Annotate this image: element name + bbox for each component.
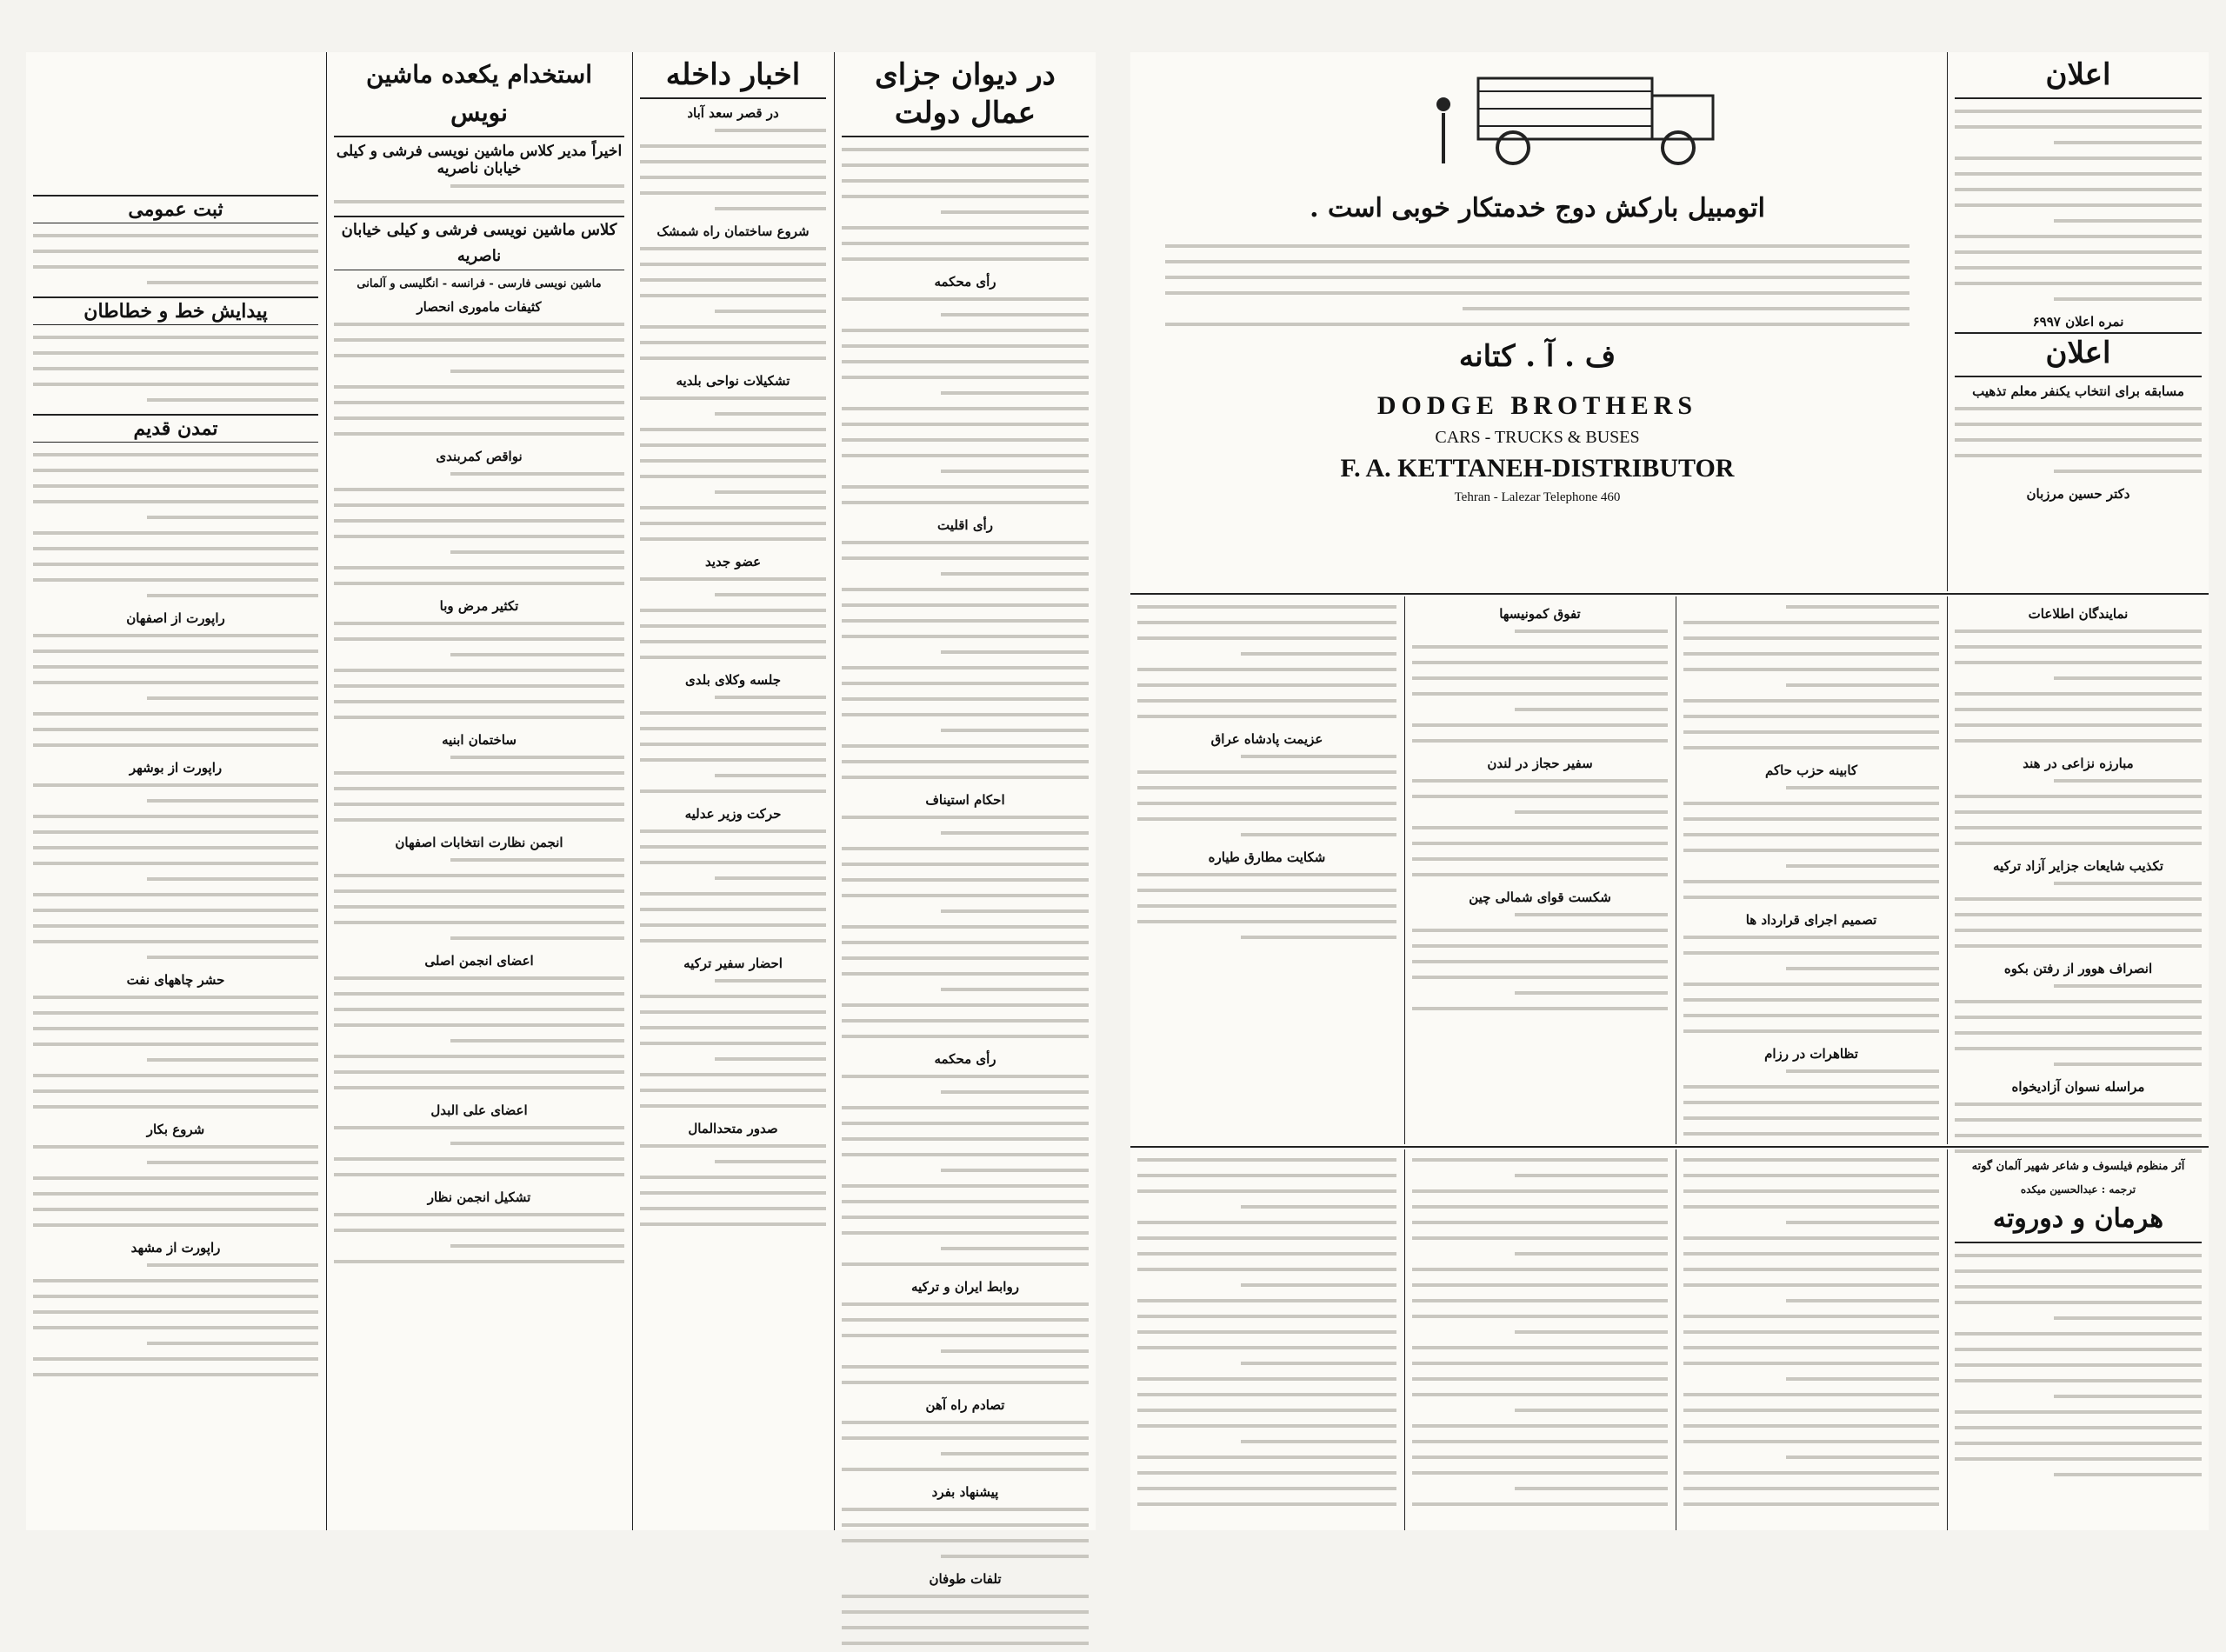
- article-title: در قصر سعد آباد: [687, 105, 779, 121]
- article-title: اعضای علی البدل: [430, 1102, 528, 1118]
- ad-registration-title: ثبت عمومی: [33, 195, 318, 223]
- right-newspaper-page: [1130, 52, 2209, 1530]
- truck-illustration-icon: [1426, 61, 1739, 174]
- headline-court: در دیوان جزای عمال دولت: [842, 56, 1089, 137]
- dodge-ad-slogan: اتومبیل بارکش دوج خدمتکار خوبی است .: [1310, 193, 1765, 223]
- foreign-news-col1: [1948, 596, 2209, 1144]
- serial-header: آثر منظوم فیلسوف و شاعر شهیر آلمان گوته: [1971, 1160, 2185, 1173]
- article-title: راپورت از بوشهر: [129, 760, 223, 776]
- article-title: رأی محکمه: [934, 274, 996, 290]
- article-title: حشر چاههای نفت: [126, 972, 225, 988]
- column-ads-and-news: [327, 52, 631, 1530]
- article-title: کابینه حزب حاکم: [1764, 763, 1858, 778]
- article-title: تصادم راه آهن: [925, 1397, 1005, 1413]
- column-divider: [632, 52, 633, 1530]
- dodge-ad-address: Tehran - Lalezar Telephone 460: [1454, 490, 1621, 504]
- article-title: شروع ساختمان راه شمشک: [656, 223, 810, 239]
- ad-typist-hiring-title: استخدام یکعده ماشین نویس: [334, 56, 624, 137]
- notice1-title: اعلان: [1955, 56, 2202, 99]
- article-title: نمایندگان اطلاعات: [2028, 606, 2129, 622]
- column-divider: [326, 52, 327, 1530]
- dodge-ad-dealer: F. A. KETTANEH-DISTRIBUTOR: [1340, 454, 1735, 483]
- article-body: [842, 143, 1089, 268]
- article-title: صدور متحدالمال: [688, 1121, 778, 1136]
- serial-story-column: [1676, 1149, 1946, 1530]
- section-divider: [1130, 593, 2209, 595]
- article-title: تشکیلات نواحی بلدیه: [676, 373, 790, 389]
- article-title: راپورت از مشهد: [130, 1240, 221, 1256]
- article-title: رأی اقلیت: [937, 517, 993, 533]
- article-title: تصمیم اجرای قرارداد ها: [1745, 912, 1877, 928]
- article-title: مبارزه نزاعی در هند: [2023, 756, 2134, 771]
- dodge-ad-products: CARS - TRUCKS & BUSES: [1435, 428, 1640, 447]
- column-divider: [834, 52, 835, 1530]
- article-title: روابط ایران و ترکیه: [911, 1279, 1019, 1295]
- column-domestic-news: [633, 52, 833, 1530]
- article-title: نواقص کمربندی: [436, 449, 523, 464]
- column-classifieds: [26, 52, 325, 1530]
- ad-typist-class-title: کلاس ماشین نویسی فرشی و کیلی خیابان ناصریه: [334, 216, 624, 270]
- article-title: انصراف هوور از رفتن بکوه: [2003, 961, 2153, 976]
- ad-typist-languages: ماشین نویسی فارسی - فرانسه - انگلیسی و آلمانی: [357, 277, 602, 290]
- article-title: جلسه وکلای بلدی: [685, 672, 781, 688]
- dodge-ad-dealer-fa: ف . آ . کتانه: [1458, 339, 1616, 374]
- notice2-subtitle: مسابقه برای انتخاب یکنفر معلم تذهیب: [1972, 383, 2184, 399]
- serial-story-column: [1405, 1149, 1675, 1530]
- article-title: کثیفات ماموری انحصار: [417, 299, 542, 315]
- article-title: تفوق کمونیسها: [1499, 606, 1581, 622]
- foreign-news-col3: [1405, 596, 1675, 1144]
- article-title: عضو جدید: [704, 554, 762, 570]
- notice2-title: اعلان: [1955, 332, 2202, 377]
- serial-story-column: [1948, 1149, 2209, 1530]
- notice2-footer: دکتر حسین مرزبان: [2026, 486, 2130, 502]
- notice1-footer: نمره اعلان ۶۹۹۷: [2032, 314, 2124, 330]
- column-divider: [1404, 1149, 1405, 1530]
- article-title: تظاهرات در رزام: [1764, 1046, 1858, 1062]
- serial-translator: ترجمه : عبدالحسین میکده: [2020, 1183, 2136, 1196]
- article-title: شکست قوای شمالی چین: [1469, 889, 1611, 905]
- foreign-news-col2: [1676, 596, 1946, 1144]
- serial-story-column: [1130, 1149, 1403, 1530]
- column-divider: [1404, 596, 1405, 1144]
- article-title: ساختمان ابنیه: [442, 732, 517, 748]
- column-court-news: [835, 52, 1096, 1587]
- foreign-news-col4: [1130, 596, 1403, 1144]
- article-title: رأی محکمه: [934, 1051, 996, 1067]
- ad-typist-line: اخیراً مدیر کلاس ماشین نویسی فرشی و کیلی خیابان ناصریه: [336, 143, 623, 177]
- left-newspaper-page: [26, 52, 1096, 1587]
- section-divider: [1130, 1146, 2209, 1148]
- article-title: احکام استیناف: [925, 792, 1005, 808]
- article-title: تکذیب شایعات جزایر آزاد ترکیه: [1993, 858, 2163, 874]
- dodge-brothers-ad: [1130, 52, 1944, 591]
- ad-calligraphy-title: پیدایش خط و خطاطان: [33, 296, 318, 325]
- article-title: پیشنهاد بفرد: [931, 1484, 999, 1500]
- article-title: راپورت از اصفهان: [126, 610, 225, 626]
- notices-column: [1948, 52, 2209, 591]
- dodge-ad-brand: DODGE BROTHERS: [1376, 391, 1698, 420]
- article-title: احضار سفیر ترکیه: [683, 956, 783, 971]
- article-title: شروع بکار: [146, 1122, 205, 1137]
- article-title: تکثیر مرض وبا: [439, 598, 519, 614]
- column-divider: [1947, 52, 1948, 591]
- article-title: مراسله نسوان آزادیخواه: [2011, 1079, 2145, 1095]
- article-title: تلفات طوفان: [929, 1571, 1002, 1587]
- ad-ancient-civ-title: تمدن قدیم: [33, 414, 318, 443]
- article-title: تشکیل انجمن نظار: [427, 1189, 531, 1205]
- article-title: انجمن نظارت انتخابات اصفهان: [395, 835, 563, 850]
- headline-domestic: اخبار داخله: [640, 56, 826, 99]
- column-divider: [1947, 596, 1948, 1144]
- article-title: عزیمت پادشاه عراق: [1210, 731, 1323, 747]
- article-title: شکایت مطارق طیاره: [1208, 849, 1326, 865]
- column-divider: [1947, 1149, 1948, 1530]
- article-title: اعضای انجمن اصلی: [424, 953, 534, 969]
- article-title: سفیر حجاز در لندن: [1487, 756, 1593, 771]
- serial-title: هرمان و دوروته: [1955, 1200, 2202, 1243]
- article-title: حرکت وزیر عدلیه: [684, 806, 782, 822]
